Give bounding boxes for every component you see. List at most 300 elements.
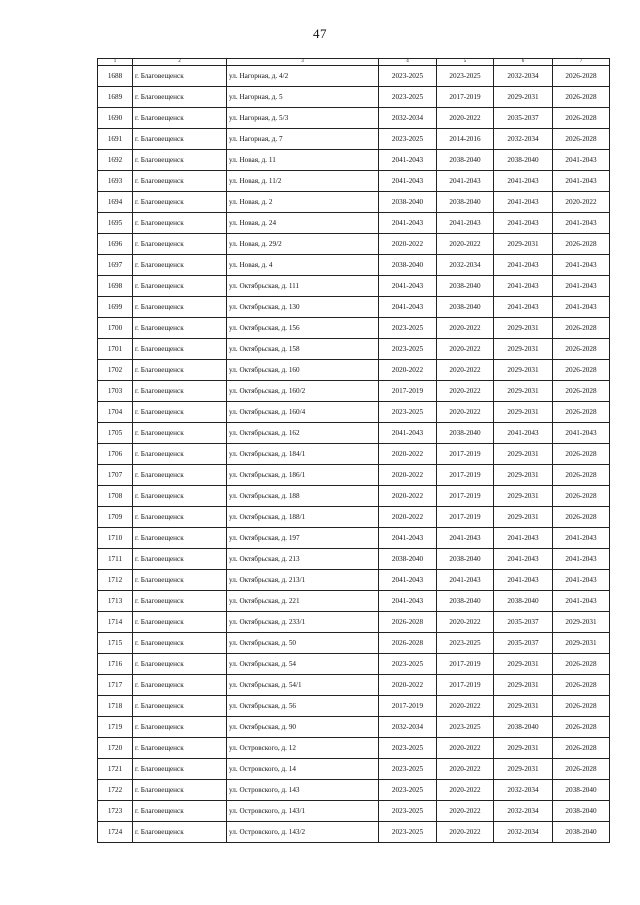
address-cell: ул. Островского, д. 14 xyxy=(227,759,379,780)
period-col-4: 2038-2040 xyxy=(379,549,437,570)
period-col-7: 2026-2028 xyxy=(553,318,610,339)
period-col-5: 2038-2040 xyxy=(437,276,494,297)
address-cell: ул. Октябрьская, д. 56 xyxy=(227,696,379,717)
address-cell: ул. Октябрьская, д. 233/1 xyxy=(227,612,379,633)
period-col-7: 2041-2043 xyxy=(553,570,610,591)
period-col-6: 2029-2031 xyxy=(494,234,553,255)
city-cell: г. Благовещенск xyxy=(133,570,227,591)
row-number: 1694 xyxy=(98,192,133,213)
address-cell: ул. Октябрьская, д. 130 xyxy=(227,297,379,318)
period-col-5: 2041-2043 xyxy=(437,171,494,192)
period-col-6: 2029-2031 xyxy=(494,360,553,381)
address-cell: ул. Новая, д. 11/2 xyxy=(227,171,379,192)
address-cell: ул. Октябрьская, д. 188 xyxy=(227,486,379,507)
table-row xyxy=(98,318,610,339)
table-row xyxy=(98,675,610,696)
period-col-5: 2017-2019 xyxy=(437,507,494,528)
city-cell: г. Благовещенск xyxy=(133,633,227,654)
row-number: 1689 xyxy=(98,87,133,108)
period-col-4: 2023-2025 xyxy=(379,654,437,675)
city-cell: г. Благовещенск xyxy=(133,612,227,633)
period-col-7: 2020-2022 xyxy=(553,192,610,213)
address-cell: ул. Октябрьская, д. 156 xyxy=(227,318,379,339)
row-number: 1699 xyxy=(98,297,133,318)
address-cell: ул. Октябрьская, д. 197 xyxy=(227,528,379,549)
city-cell: г. Благовещенск xyxy=(133,192,227,213)
address-cell: ул. Октябрьская, д. 111 xyxy=(227,276,379,297)
table-row xyxy=(98,234,610,255)
address-cell: ул. Нагорная, д. 4/2 xyxy=(227,66,379,87)
city-cell: г. Благовещенск xyxy=(133,654,227,675)
period-col-6: 2029-2031 xyxy=(494,759,553,780)
period-col-5: 2041-2043 xyxy=(437,213,494,234)
address-cell: ул. Октябрьская, д. 184/1 xyxy=(227,444,379,465)
table-row xyxy=(98,654,610,675)
period-col-5: 2020-2022 xyxy=(437,780,494,801)
row-number: 1719 xyxy=(98,717,133,738)
address-cell: ул. Островского, д. 143/2 xyxy=(227,822,379,843)
period-col-7: 2026-2028 xyxy=(553,444,610,465)
row-number: 1704 xyxy=(98,402,133,423)
period-col-5: 2038-2040 xyxy=(437,297,494,318)
period-col-4: 2032-2034 xyxy=(379,717,437,738)
period-col-6: 2029-2031 xyxy=(494,738,553,759)
period-col-5: 2020-2022 xyxy=(437,360,494,381)
period-col-5: 2020-2022 xyxy=(437,318,494,339)
period-col-7: 2026-2028 xyxy=(553,717,610,738)
column-number-1: 1 xyxy=(98,59,133,66)
period-col-4: 2032-2034 xyxy=(379,108,437,129)
city-cell: г. Благовещенск xyxy=(133,66,227,87)
address-cell: ул. Октябрьская, д. 54/1 xyxy=(227,675,379,696)
column-number-row xyxy=(98,59,610,66)
period-col-6: 2041-2043 xyxy=(494,528,553,549)
table-row xyxy=(98,633,610,654)
period-col-4: 2041-2043 xyxy=(379,297,437,318)
address-cell: ул. Нагорная, д. 5 xyxy=(227,87,379,108)
period-col-6: 2032-2034 xyxy=(494,822,553,843)
row-number: 1688 xyxy=(98,66,133,87)
period-col-6: 2038-2040 xyxy=(494,717,553,738)
table-row xyxy=(98,570,610,591)
table-row xyxy=(98,591,610,612)
city-cell: г. Благовещенск xyxy=(133,108,227,129)
city-cell: г. Благовещенск xyxy=(133,150,227,171)
period-col-4: 2020-2022 xyxy=(379,507,437,528)
period-col-6: 2041-2043 xyxy=(494,570,553,591)
city-cell: г. Благовещенск xyxy=(133,360,227,381)
row-number: 1703 xyxy=(98,381,133,402)
period-col-5: 2020-2022 xyxy=(437,612,494,633)
address-cell: ул. Островского, д. 12 xyxy=(227,738,379,759)
period-col-7: 2029-2031 xyxy=(553,612,610,633)
period-col-6: 2038-2040 xyxy=(494,591,553,612)
period-col-4: 2026-2028 xyxy=(379,633,437,654)
period-col-6: 2041-2043 xyxy=(494,549,553,570)
table-row xyxy=(98,780,610,801)
period-col-4: 2020-2022 xyxy=(379,234,437,255)
period-col-7: 2026-2028 xyxy=(553,234,610,255)
period-col-7: 2026-2028 xyxy=(553,402,610,423)
address-cell: ул. Октябрьская, д. 213 xyxy=(227,549,379,570)
period-col-4: 2020-2022 xyxy=(379,465,437,486)
period-col-7: 2026-2028 xyxy=(553,654,610,675)
period-col-6: 2029-2031 xyxy=(494,507,553,528)
period-col-4: 2041-2043 xyxy=(379,276,437,297)
city-cell: г. Благовещенск xyxy=(133,171,227,192)
city-cell: г. Благовещенск xyxy=(133,129,227,150)
city-cell: г. Благовещенск xyxy=(133,465,227,486)
city-cell: г. Благовещенск xyxy=(133,738,227,759)
period-col-4: 2041-2043 xyxy=(379,171,437,192)
row-number: 1697 xyxy=(98,255,133,276)
table-row xyxy=(98,339,610,360)
city-cell: г. Благовещенск xyxy=(133,255,227,276)
table-row xyxy=(98,612,610,633)
period-col-4: 2026-2028 xyxy=(379,612,437,633)
row-number: 1696 xyxy=(98,234,133,255)
period-col-7: 2026-2028 xyxy=(553,696,610,717)
table-row xyxy=(98,402,610,423)
table-row xyxy=(98,108,610,129)
period-col-4: 2041-2043 xyxy=(379,591,437,612)
row-number: 1722 xyxy=(98,780,133,801)
table-row xyxy=(98,444,610,465)
table-row xyxy=(98,759,610,780)
period-col-6: 2041-2043 xyxy=(494,213,553,234)
period-col-4: 2023-2025 xyxy=(379,738,437,759)
period-col-7: 2038-2040 xyxy=(553,822,610,843)
period-col-5: 2038-2040 xyxy=(437,192,494,213)
table-row xyxy=(98,549,610,570)
period-col-7: 2038-2040 xyxy=(553,801,610,822)
city-cell: г. Благовещенск xyxy=(133,213,227,234)
period-col-4: 2023-2025 xyxy=(379,87,437,108)
row-number: 1718 xyxy=(98,696,133,717)
table-row xyxy=(98,87,610,108)
city-cell: г. Благовещенск xyxy=(133,318,227,339)
address-cell: ул. Октябрьская, д. 221 xyxy=(227,591,379,612)
table-row xyxy=(98,213,610,234)
row-number: 1713 xyxy=(98,591,133,612)
period-col-5: 2020-2022 xyxy=(437,108,494,129)
period-col-4: 2038-2040 xyxy=(379,255,437,276)
table-row xyxy=(98,276,610,297)
table-row xyxy=(98,507,610,528)
period-col-7: 2026-2028 xyxy=(553,381,610,402)
period-col-7: 2026-2028 xyxy=(553,486,610,507)
city-cell: г. Благовещенск xyxy=(133,87,227,108)
column-number-3: 3 xyxy=(227,59,379,66)
period-col-4: 2023-2025 xyxy=(379,339,437,360)
table-row xyxy=(98,801,610,822)
period-col-4: 2023-2025 xyxy=(379,759,437,780)
period-col-4: 2041-2043 xyxy=(379,570,437,591)
period-col-5: 2017-2019 xyxy=(437,444,494,465)
period-col-5: 2017-2019 xyxy=(437,87,494,108)
table-body xyxy=(98,66,610,843)
period-col-5: 2020-2022 xyxy=(437,402,494,423)
period-col-4: 2020-2022 xyxy=(379,444,437,465)
table-row xyxy=(98,465,610,486)
city-cell: г. Благовещенск xyxy=(133,276,227,297)
row-number: 1702 xyxy=(98,360,133,381)
city-cell: г. Благовещенск xyxy=(133,696,227,717)
city-cell: г. Благовещенск xyxy=(133,759,227,780)
address-cell: ул. Октябрьская, д. 162 xyxy=(227,423,379,444)
city-cell: г. Благовещенск xyxy=(133,675,227,696)
period-col-7: 2041-2043 xyxy=(553,213,610,234)
period-col-5: 2038-2040 xyxy=(437,150,494,171)
row-number: 1693 xyxy=(98,171,133,192)
period-col-6: 2035-2037 xyxy=(494,108,553,129)
row-number: 1724 xyxy=(98,822,133,843)
period-col-7: 2041-2043 xyxy=(553,528,610,549)
table-row xyxy=(98,423,610,444)
row-number: 1714 xyxy=(98,612,133,633)
row-number: 1715 xyxy=(98,633,133,654)
row-number: 1716 xyxy=(98,654,133,675)
period-col-5: 2038-2040 xyxy=(437,423,494,444)
row-number: 1706 xyxy=(98,444,133,465)
period-col-4: 2041-2043 xyxy=(379,423,437,444)
address-cell: ул. Нагорная, д. 7 xyxy=(227,129,379,150)
city-cell: г. Благовещенск xyxy=(133,780,227,801)
table-row xyxy=(98,66,610,87)
address-cell: ул. Островского, д. 143/1 xyxy=(227,801,379,822)
period-col-6: 2041-2043 xyxy=(494,276,553,297)
address-cell: ул. Новая, д. 24 xyxy=(227,213,379,234)
period-col-7: 2041-2043 xyxy=(553,276,610,297)
period-col-4: 2020-2022 xyxy=(379,486,437,507)
period-col-5: 2023-2025 xyxy=(437,633,494,654)
city-cell: г. Благовещенск xyxy=(133,507,227,528)
table-row xyxy=(98,255,610,276)
period-col-7: 2026-2028 xyxy=(553,759,610,780)
period-col-6: 2029-2031 xyxy=(494,444,553,465)
row-number: 1710 xyxy=(98,528,133,549)
column-number-5: 5 xyxy=(437,59,494,66)
table-row xyxy=(98,528,610,549)
row-number: 1708 xyxy=(98,486,133,507)
period-col-6: 2029-2031 xyxy=(494,339,553,360)
period-col-7: 2041-2043 xyxy=(553,255,610,276)
period-col-5: 2017-2019 xyxy=(437,675,494,696)
period-col-4: 2020-2022 xyxy=(379,360,437,381)
period-col-4: 2041-2043 xyxy=(379,528,437,549)
address-cell: ул. Октябрьская, д. 188/1 xyxy=(227,507,379,528)
city-cell: г. Благовещенск xyxy=(133,234,227,255)
period-col-7: 2026-2028 xyxy=(553,339,610,360)
table-row xyxy=(98,129,610,150)
period-col-6: 2029-2031 xyxy=(494,465,553,486)
period-col-5: 2020-2022 xyxy=(437,234,494,255)
period-col-4: 2023-2025 xyxy=(379,66,437,87)
period-col-5: 2020-2022 xyxy=(437,822,494,843)
address-cell: ул. Новая, д. 2 xyxy=(227,192,379,213)
table-row xyxy=(98,150,610,171)
period-col-7: 2041-2043 xyxy=(553,171,610,192)
period-col-6: 2038-2040 xyxy=(494,150,553,171)
period-col-6: 2041-2043 xyxy=(494,297,553,318)
address-cell: ул. Октябрьская, д. 90 xyxy=(227,717,379,738)
address-cell: ул. Октябрьская, д. 213/1 xyxy=(227,570,379,591)
period-col-6: 2029-2031 xyxy=(494,675,553,696)
table-row xyxy=(98,381,610,402)
table-row xyxy=(98,822,610,843)
column-number-2: 2 xyxy=(133,59,227,66)
period-col-6: 2029-2031 xyxy=(494,696,553,717)
period-col-7: 2041-2043 xyxy=(553,549,610,570)
period-col-7: 2029-2031 xyxy=(553,633,610,654)
table-row xyxy=(98,192,610,213)
period-col-4: 2041-2043 xyxy=(379,150,437,171)
period-col-5: 2020-2022 xyxy=(437,381,494,402)
row-number: 1690 xyxy=(98,108,133,129)
period-col-5: 2041-2043 xyxy=(437,570,494,591)
period-col-5: 2023-2025 xyxy=(437,66,494,87)
period-col-4: 2038-2040 xyxy=(379,192,437,213)
address-cell: ул. Октябрьская, д. 50 xyxy=(227,633,379,654)
city-cell: г. Благовещенск xyxy=(133,822,227,843)
row-number: 1720 xyxy=(98,738,133,759)
period-col-5: 2020-2022 xyxy=(437,738,494,759)
row-number: 1695 xyxy=(98,213,133,234)
period-col-4: 2023-2025 xyxy=(379,801,437,822)
period-col-5: 2041-2043 xyxy=(437,528,494,549)
column-number-7: 7 xyxy=(553,59,610,66)
address-cell: ул. Октябрьская, д. 160/4 xyxy=(227,402,379,423)
period-col-6: 2041-2043 xyxy=(494,255,553,276)
city-cell: г. Благовещенск xyxy=(133,339,227,360)
period-col-7: 2026-2028 xyxy=(553,129,610,150)
address-cell: ул. Октябрьская, д. 158 xyxy=(227,339,379,360)
city-cell: г. Благовещенск xyxy=(133,801,227,822)
city-cell: г. Благовещенск xyxy=(133,717,227,738)
period-col-5: 2038-2040 xyxy=(437,549,494,570)
period-col-6: 2041-2043 xyxy=(494,423,553,444)
period-col-4: 2041-2043 xyxy=(379,213,437,234)
column-number-6: 6 xyxy=(494,59,553,66)
period-col-5: 2038-2040 xyxy=(437,591,494,612)
city-cell: г. Благовещенск xyxy=(133,381,227,402)
address-cell: ул. Октябрьская, д. 54 xyxy=(227,654,379,675)
period-col-5: 2023-2025 xyxy=(437,717,494,738)
row-number: 1712 xyxy=(98,570,133,591)
period-col-4: 2017-2019 xyxy=(379,696,437,717)
period-col-4: 2023-2025 xyxy=(379,822,437,843)
period-col-4: 2023-2025 xyxy=(379,318,437,339)
row-number: 1691 xyxy=(98,129,133,150)
period-col-6: 2029-2031 xyxy=(494,654,553,675)
period-col-6: 2032-2034 xyxy=(494,66,553,87)
period-col-6: 2029-2031 xyxy=(494,381,553,402)
period-col-7: 2041-2043 xyxy=(553,591,610,612)
period-col-5: 2014-2016 xyxy=(437,129,494,150)
table-row xyxy=(98,738,610,759)
period-col-7: 2026-2028 xyxy=(553,465,610,486)
period-col-7: 2026-2028 xyxy=(553,675,610,696)
period-col-6: 2029-2031 xyxy=(494,486,553,507)
table-row xyxy=(98,360,610,381)
period-col-5: 2032-2034 xyxy=(437,255,494,276)
period-col-4: 2023-2025 xyxy=(379,402,437,423)
address-cell: ул. Новая, д. 4 xyxy=(227,255,379,276)
address-cell: ул. Островского, д. 143 xyxy=(227,780,379,801)
table-row xyxy=(98,486,610,507)
period-col-4: 2017-2019 xyxy=(379,381,437,402)
row-number: 1707 xyxy=(98,465,133,486)
row-number: 1705 xyxy=(98,423,133,444)
period-col-7: 2026-2028 xyxy=(553,66,610,87)
period-col-7: 2041-2043 xyxy=(553,297,610,318)
period-col-7: 2041-2043 xyxy=(553,150,610,171)
period-col-5: 2017-2019 xyxy=(437,486,494,507)
address-cell: ул. Октябрьская, д. 186/1 xyxy=(227,465,379,486)
period-col-4: 2023-2025 xyxy=(379,129,437,150)
table-row xyxy=(98,696,610,717)
city-cell: г. Благовещенск xyxy=(133,486,227,507)
period-col-6: 2029-2031 xyxy=(494,318,553,339)
address-cell: ул. Нагорная, д. 5/3 xyxy=(227,108,379,129)
city-cell: г. Благовещенск xyxy=(133,591,227,612)
period-col-7: 2038-2040 xyxy=(553,780,610,801)
period-col-7: 2026-2028 xyxy=(553,360,610,381)
city-cell: г. Благовещенск xyxy=(133,444,227,465)
period-col-6: 2041-2043 xyxy=(494,171,553,192)
table-row xyxy=(98,297,610,318)
row-number: 1698 xyxy=(98,276,133,297)
city-cell: г. Благовещенск xyxy=(133,402,227,423)
city-cell: г. Благовещенск xyxy=(133,549,227,570)
period-col-6: 2035-2037 xyxy=(494,633,553,654)
period-col-6: 2032-2034 xyxy=(494,780,553,801)
period-col-6: 2041-2043 xyxy=(494,192,553,213)
row-number: 1701 xyxy=(98,339,133,360)
period-col-5: 2017-2019 xyxy=(437,654,494,675)
address-cell: ул. Октябрьская, д. 160 xyxy=(227,360,379,381)
table-row xyxy=(98,717,610,738)
period-col-5: 2020-2022 xyxy=(437,339,494,360)
period-col-4: 2023-2025 xyxy=(379,780,437,801)
city-cell: г. Благовещенск xyxy=(133,423,227,444)
row-number: 1692 xyxy=(98,150,133,171)
page-number: 47 xyxy=(313,26,327,41)
period-col-6: 2032-2034 xyxy=(494,801,553,822)
period-col-6: 2032-2034 xyxy=(494,129,553,150)
period-col-7: 2026-2028 xyxy=(553,108,610,129)
period-col-5: 2020-2022 xyxy=(437,801,494,822)
period-col-7: 2026-2028 xyxy=(553,87,610,108)
row-number: 1717 xyxy=(98,675,133,696)
period-col-5: 2020-2022 xyxy=(437,759,494,780)
row-number: 1723 xyxy=(98,801,133,822)
row-number: 1711 xyxy=(98,549,133,570)
period-col-7: 2026-2028 xyxy=(553,738,610,759)
period-col-7: 2026-2028 xyxy=(553,507,610,528)
period-col-6: 2029-2031 xyxy=(494,87,553,108)
row-number: 1700 xyxy=(98,318,133,339)
period-col-4: 2020-2022 xyxy=(379,675,437,696)
period-col-5: 2020-2022 xyxy=(437,696,494,717)
city-cell: г. Благовещенск xyxy=(133,528,227,549)
row-number: 1709 xyxy=(98,507,133,528)
address-cell: ул. Октябрьская, д. 160/2 xyxy=(227,381,379,402)
address-cell: ул. Новая, д. 29/2 xyxy=(227,234,379,255)
table-row xyxy=(98,171,610,192)
period-col-6: 2029-2031 xyxy=(494,402,553,423)
address-cell: ул. Новая, д. 11 xyxy=(227,150,379,171)
